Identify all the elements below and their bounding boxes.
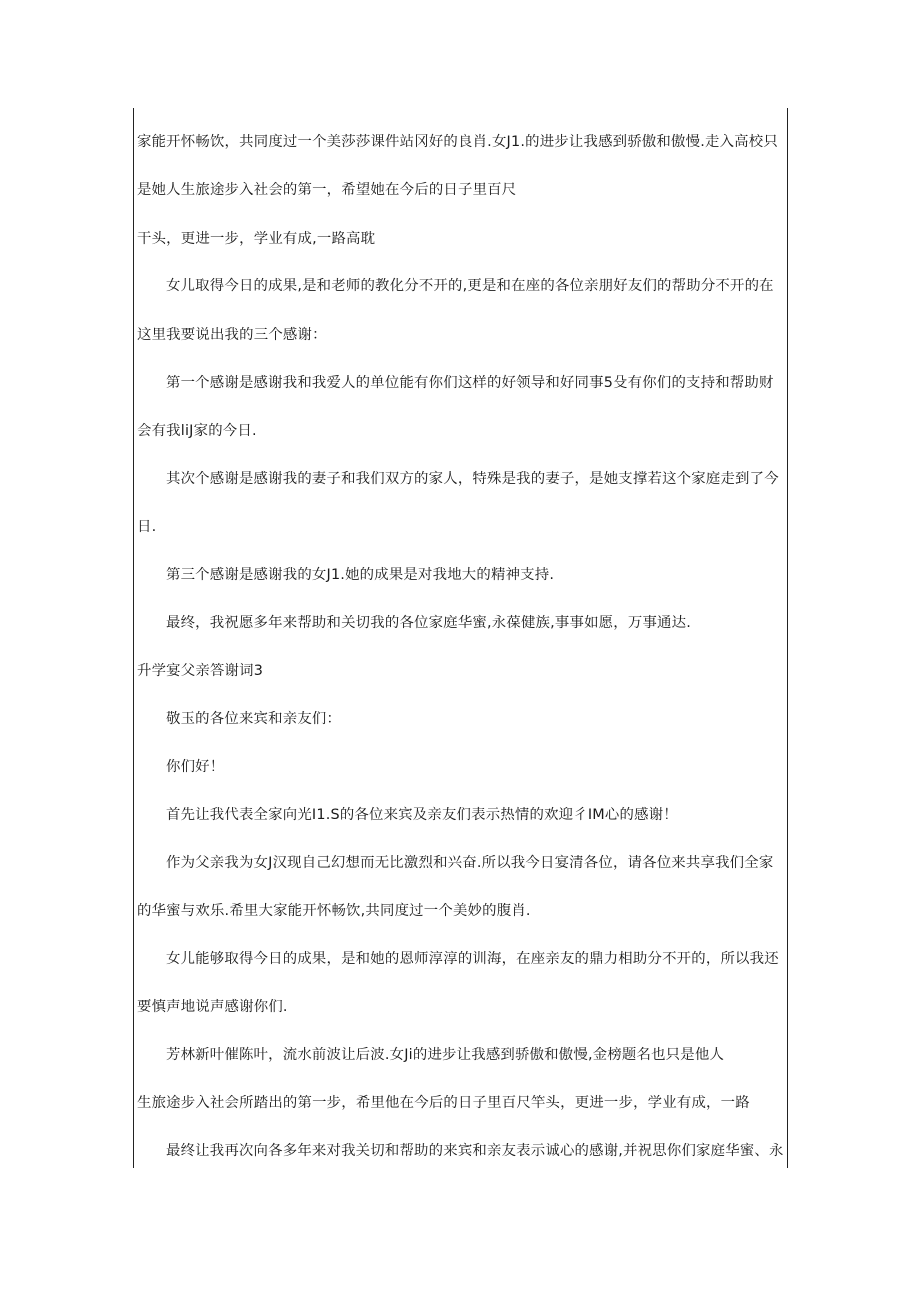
text-line: 会有我liJ家的今日.	[137, 423, 257, 439]
paragraph-start: 女儿能够取得今日的成果，是和她的恩师淳淳的训海，在座亲友的鼎力相助分不开的，所以我还	[166, 951, 779, 967]
greeting-line: 敬玉的各位来宾和亲友们：	[166, 711, 342, 727]
paragraph-start: 最终让我再次向各多年来对我关切和帮助的来宾和亲友表示诚心的感谢,并祝思你们家庭华蜜、永	[166, 1143, 784, 1159]
paragraph-start: 女儿取得今日的成果,是和老师的教化分不开的,更是和在座的各位亲朋好友们的帮助分不开的在	[166, 278, 774, 294]
paragraph-start: 第一个感谢是感谢我和我爱人的单位能有你们这样的好领导和好同事5殳有你们的支持和帮助财	[166, 375, 774, 391]
text-line: 生旅途步入社会所踏出的第一步，希里他在今后的日子里百尺竿头，更进一步，学业有成，一路	[137, 1095, 750, 1111]
text-line: 日.	[137, 519, 157, 535]
right-margin-rule	[787, 108, 788, 1168]
paragraph-start: 作为父亲我为女J汉现自己幻想而无比激烈和兴奋.所以我今日宴清各位，请各位来共享我们全家	[166, 855, 774, 871]
left-margin-rule	[133, 108, 134, 1168]
paragraph-start: 首先让我代表全家向光I1.S的各位来宾及亲友们表示热情的欢迎彳IM心的感谢！	[166, 807, 678, 823]
paragraph-start: 其次个感谢是感谢我的妻子和我们双方的家人，特殊是我的妻子，是她支撑若这个家庭走到了今	[166, 471, 779, 487]
greeting-line: 你们好！	[166, 759, 225, 775]
text-line: 家能开怀畅饮，共同度过一个美莎莎课件站冈好的良肖.女J1.的进步让我感到骄傲和傲慢.走入高校只	[137, 134, 778, 150]
text-line: 要慎声地说声感谢你们.	[137, 999, 288, 1015]
text-line: 干头，更进一步，学业有成,一路高耽	[137, 231, 376, 247]
text-line: 这里我要说出我的三个感谢：	[137, 327, 327, 343]
text-line: 是她人生旅途步入社会的第一，希望她在今后的日子里百尺	[137, 182, 517, 198]
paragraph-start: 芳林新叶催陈叶，流水前波让后波.女Ji的进步让我感到骄傲和傲慢,金榜题名也只是他人	[166, 1047, 725, 1063]
section-heading: 升学宴父亲答谢词3	[137, 663, 264, 679]
text-line: 的华蜜与欢乐.希里大家能开怀畅饮,共同度过一个美妙的腹肖.	[137, 903, 531, 919]
paragraph-start: 最终，我祝愿多年来帮助和关切我的各位家庭华蜜,永葆健族,事事如愿，万事通达.	[166, 615, 691, 631]
paragraph-start: 第三个感谢是感谢我的女J1.她的成果是对我地大的精神支持.	[166, 567, 555, 583]
